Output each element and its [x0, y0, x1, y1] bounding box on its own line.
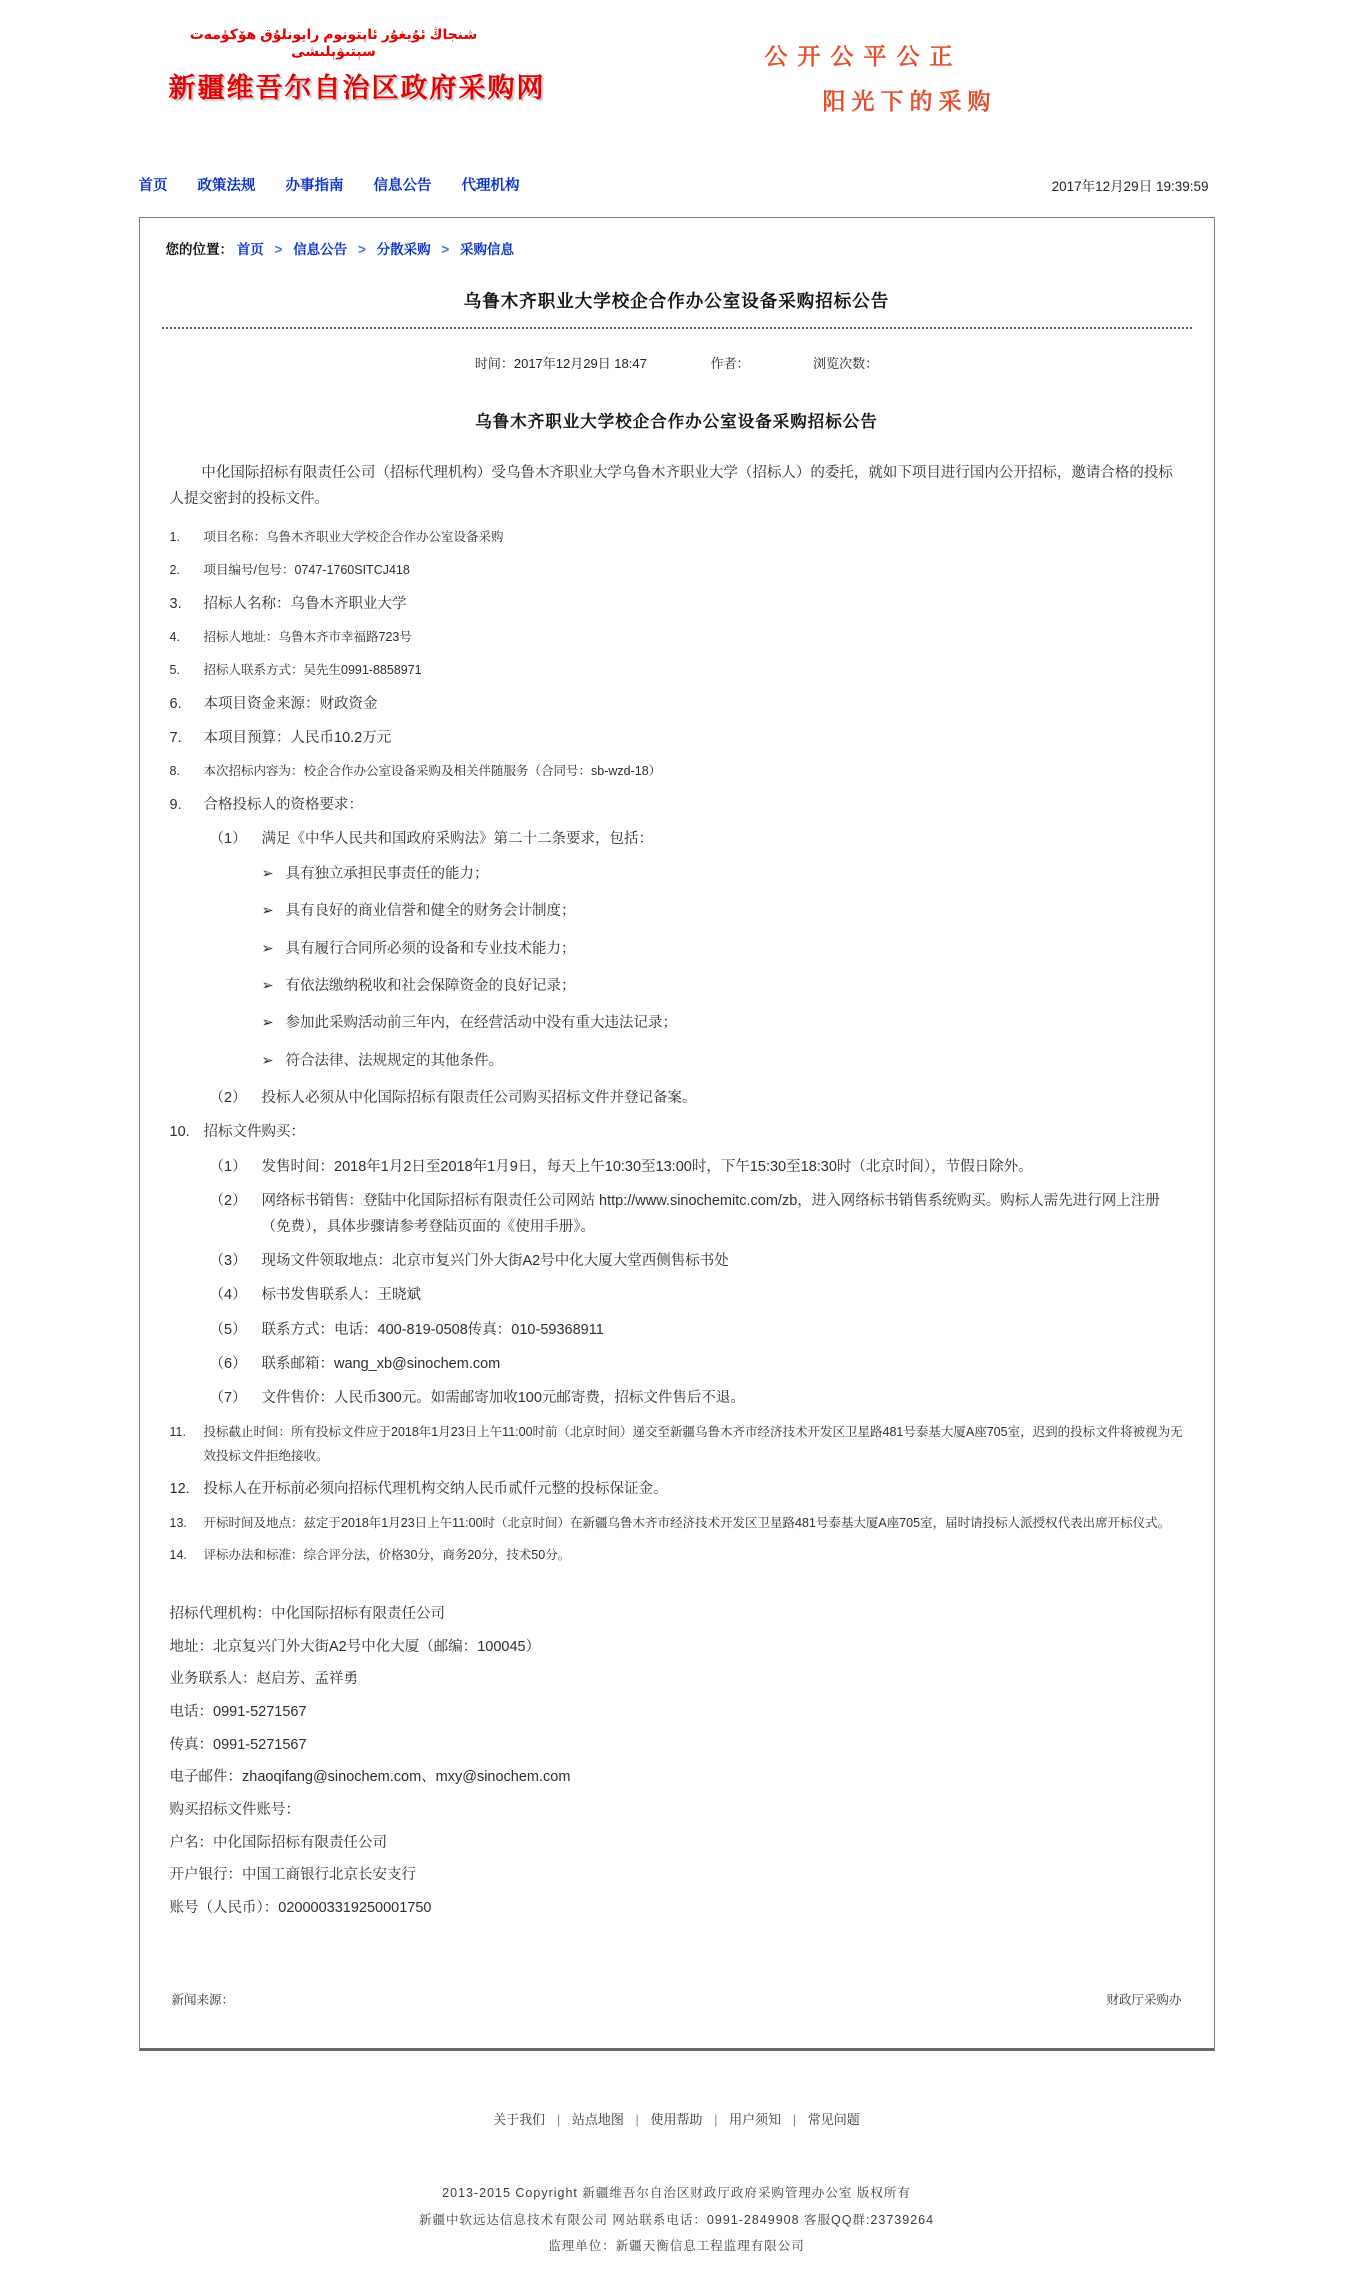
breadcrumb-separator: > — [441, 242, 450, 257]
agency-fax-line: 传真：0991-5271567 — [169, 1736, 307, 1753]
logo-uyghur-text: شنجاڭ ئۇيغۇر ئاپتونوم رايونلۇق ھۆكۈمەت سېتىۋېلىشى — [189, 26, 478, 59]
footer-link-about[interactable]: 关于我们 — [493, 2112, 546, 2128]
item-number: 7. — [169, 729, 182, 746]
list-item-10-3 — [210, 1249, 1184, 1274]
item-number: （2） — [209, 1090, 247, 1107]
logo-chinese-text: 新疆维吾尔自治区政府采购网 — [168, 73, 546, 103]
footer-link-help[interactable]: 使用帮助 — [650, 2112, 703, 2128]
bullet-item — [262, 974, 1184, 999]
item-text: 联系方式：电话：400-819-0508传真：010-59368911 — [261, 1321, 604, 1338]
list-item-9-2 — [210, 1086, 1184, 1111]
item-text: 本项目预算：人民币10.2万元 — [203, 729, 392, 746]
slogan-line-2: 阳光下的采购 — [822, 89, 997, 114]
header-slogan — [765, 38, 1065, 116]
footer-link-user-notice[interactable]: 用户须知 — [729, 2112, 782, 2128]
item-number: 6. — [169, 695, 182, 712]
nav-item-home[interactable]: 首页 — [138, 178, 168, 194]
item-number: 9. — [169, 797, 182, 814]
item-text: 招标人联系方式：吴先生0991-8858971 — [203, 662, 422, 677]
item-number: 12. — [169, 1481, 190, 1498]
content-box — [139, 217, 1215, 2051]
article-intro-paragraph: 中化国际招标有限责任公司（招标代理机构）受乌鲁木齐职业大学乌鲁木齐职业大学（招标人）的委托，就如下项目进行国内公开招标，邀请合格的投标人提交密封的投标文件。 — [169, 465, 1173, 508]
current-datetime: 2017年12月29日 19:39:59 — [1051, 178, 1209, 194]
news-source-label: 新闻来源： — [171, 1993, 235, 2008]
list-item-2 — [170, 559, 1184, 583]
breadcrumb-link-home[interactable]: 首页 — [236, 242, 264, 257]
item-number: （3） — [209, 1252, 247, 1269]
item-number: 11. — [169, 1424, 186, 1439]
page-title: 乌鲁木齐职业大学校企合作办公室设备采购招标公告 — [463, 291, 890, 311]
nav-item-announcements[interactable]: 信息公告 — [373, 178, 432, 194]
item-number: （1） — [209, 1158, 247, 1175]
list-item-1 — [170, 526, 1184, 550]
agency-contact-block — [166, 1598, 1188, 1924]
footer-link-sitemap[interactable]: 站点地图 — [571, 2112, 624, 2128]
arrow-bullet-icon: ➢ — [261, 1052, 274, 1069]
item-text: 招标人名称：乌鲁木齐职业大学 — [203, 595, 407, 612]
dotted-divider — [162, 327, 1192, 329]
list-item-14 — [170, 1544, 1184, 1568]
item-number: （1） — [209, 831, 247, 848]
list-item-13 — [170, 1512, 1184, 1536]
item-text: 参加此采购活动前三年内，在经营活动中没有重大违法记录； — [285, 1015, 677, 1032]
nav-item-guide[interactable]: 办事指南 — [285, 178, 344, 194]
item-text: 开标时间及地点：兹定于2018年1月23日上午11:00时（北京时间）在新疆乌鲁木齐市经济技术开发区卫星路481号泰基大厦A座705室，届时请投标人派授权代表出席开标仪式。 — [203, 1515, 1171, 1530]
item-number: 8. — [169, 764, 180, 779]
agency-address-line: 地址：北京复兴门外大街A2号中化大厦（邮编：100045） — [169, 1638, 541, 1655]
article-body-title: 乌鲁木齐职业大学校企合作办公室设备采购招标公告 — [475, 413, 878, 431]
item-text: 招标文件购买： — [203, 1124, 305, 1141]
item-text: 联系邮箱：wang_xb@sinochem.com — [261, 1356, 501, 1373]
item-number: 3. — [169, 595, 182, 612]
arrow-bullet-icon: ➢ — [261, 940, 274, 957]
bullet-item — [262, 1049, 1184, 1074]
footer-divider: | — [792, 2112, 797, 2128]
item-text: 招标人地址：乌鲁木齐市幸福路723号 — [203, 630, 412, 645]
arrow-bullet-icon: ➢ — [261, 903, 274, 920]
item-number: （5） — [209, 1321, 247, 1338]
item-text: 满足《中华人民共和国政府采购法》第二十二条要求，包括： — [261, 831, 653, 848]
item-text: 有依法缴纳税收和社会保障资金的良好记录； — [285, 977, 576, 994]
list-item-10-4 — [210, 1283, 1184, 1308]
item-text: 现场文件领取地点：北京市复兴门外大街A2号中化大厦大堂西侧售标书处 — [261, 1252, 729, 1269]
meta-author: 作者： — [710, 356, 750, 371]
list-item-9-1 — [210, 827, 1184, 852]
list-item-10-7 — [210, 1386, 1184, 1411]
bullet-item — [262, 862, 1184, 887]
agency-phone-line: 电话：0991-5271567 — [169, 1704, 307, 1721]
main-nav — [139, 174, 1215, 195]
footer-links — [139, 2109, 1215, 2128]
copyright-line-1: 2013-2015 Copyright 新疆维吾尔自治区财政厅政府采购管理办公室 版权所有 — [442, 2186, 911, 2201]
meta-views: 浏览次数： — [813, 356, 879, 371]
list-item-10 — [170, 1120, 1184, 1145]
item-text: 投标人在开标前必须向招标代理机构交纳人民币贰仟元整的投标保证金。 — [203, 1481, 668, 1498]
breadcrumb-link-decentralized[interactable]: 分散采购 — [376, 242, 431, 257]
item-number: 14. — [169, 1548, 187, 1563]
item-text: 标书发售联系人：王晓斌 — [261, 1287, 421, 1304]
breadcrumb-link-procurement-info[interactable]: 采购信息 — [460, 242, 515, 257]
list-item-3 — [170, 592, 1184, 617]
list-item-11 — [170, 1421, 1184, 1469]
item-text: 文件售价：人民币300元。如需邮寄加收100元邮寄费，招标文件售后不退。 — [261, 1390, 745, 1407]
list-item-8 — [170, 760, 1184, 784]
item-number: 2. — [169, 562, 180, 577]
list-item-10-6 — [210, 1352, 1184, 1377]
list-item-5 — [170, 659, 1184, 683]
agency-contacts-line: 业务联系人：赵启芳、孟祥勇 — [169, 1671, 358, 1688]
item-text: 项目名称：乌鲁木齐职业大学校企合作办公室设备采购 — [203, 530, 504, 545]
list-item-10-1 — [210, 1155, 1184, 1180]
list-item-10-5 — [210, 1318, 1184, 1343]
source-row — [166, 1990, 1188, 2034]
item-text: 本次招标内容为：校企合作办公室设备采购及相关伴随服务（合同号：sb-wzd-18） — [203, 764, 662, 779]
issuing-office: 财政厅采购办 — [1106, 1993, 1182, 2008]
copyright-line-3: 监理单位：新疆天衡信息工程监理有限公司 — [548, 2238, 805, 2253]
list-item-7 — [170, 726, 1184, 751]
item-text: 项目编号/包号：0747-1760SITCJ418 — [203, 562, 410, 577]
site-logo — [168, 26, 546, 105]
copyright-line-2: 新疆中软远达信息技术有限公司 网站联系电话：0991-2849908 客服QQ群:23739264 — [418, 2212, 935, 2227]
item-number: 1. — [169, 530, 180, 545]
meta-time: 时间：2017年12月29日 18:47 — [474, 356, 647, 371]
breadcrumb-label: 您的位置： — [165, 242, 233, 257]
breadcrumb-separator: > — [274, 242, 283, 257]
item-text: 合格投标人的资格要求： — [203, 797, 363, 814]
article-meta — [166, 353, 1188, 372]
item-text: 投标人必须从中化国际招标有限责任公司购买招标文件并登记备案。 — [261, 1090, 697, 1107]
item-number: 4. — [169, 630, 180, 645]
item-number: 5. — [169, 662, 180, 677]
list-item-9 — [170, 793, 1184, 818]
footer-divider: | — [635, 2112, 639, 2128]
item-text: 本项目资金来源：财政资金 — [203, 695, 378, 712]
bullet-item — [262, 1011, 1184, 1036]
breadcrumb-separator: > — [357, 242, 366, 257]
item-text: 发售时间：2018年1月2日至2018年1月9日，每天上午10:30至13:00时，下午15:30至18:30时（北京时间），节假日除外。 — [261, 1158, 1033, 1175]
item-number: （2） — [209, 1193, 247, 1210]
purchase-account-heading: 购买招标文件账号： — [169, 1801, 300, 1818]
item-text: 具有良好的商业信誉和健全的财务会计制度； — [285, 903, 576, 920]
slogan-line-1: 公开公平公正 — [764, 44, 963, 69]
account-holder-line: 户名：中化国际招标有限责任公司 — [169, 1834, 387, 1851]
nav-item-policies[interactable]: 政策法规 — [197, 178, 256, 194]
item-number: 13. — [169, 1515, 187, 1530]
list-item-12 — [170, 1477, 1184, 1502]
site-header — [139, 0, 1215, 160]
article-list — [166, 526, 1188, 1568]
item-number: （7） — [209, 1390, 247, 1407]
item-number: 10. — [169, 1124, 190, 1141]
item-number: （6） — [209, 1356, 247, 1373]
page-container — [139, 0, 1215, 2289]
item-text: 具有履行合同所必须的设备和专业技术能力； — [285, 940, 576, 957]
footer-divider: | — [714, 2112, 718, 2128]
item-text: 投标截止时间：所有投标文件应于2018年1月23日上午11:00时前（北京时间）递交至新疆乌鲁木齐市经济技术开发区卫星路481号泰基大厦A座705室，迟到的投标文件将被视为无效投标文件拒绝接收。 — [203, 1424, 1183, 1463]
bank-line: 开户银行：中国工商银行北京长安支行 — [169, 1867, 416, 1884]
item-number: （4） — [209, 1287, 247, 1304]
account-number-line: 账号（人民币）：0200003319250001750 — [169, 1899, 432, 1916]
footer-divider: | — [556, 2112, 561, 2128]
nav-item-agencies[interactable]: 代理机构 — [461, 178, 520, 194]
list-item-4 — [170, 626, 1184, 650]
item-text: 网络标书销售：登陆中化国际招标有限责任公司网站 http://www.sinochemitc.com/zb，进入网络标书销售系统购买。购标人需先进行网上注册（免费），具体步骤请参考登陆页面的《使用手册》。 — [261, 1193, 1160, 1235]
arrow-bullet-icon: ➢ — [261, 977, 274, 994]
breadcrumb — [166, 238, 1188, 258]
breadcrumb-link-announcements[interactable]: 信息公告 — [293, 242, 348, 257]
arrow-bullet-icon: ➢ — [261, 1015, 274, 1032]
item-text: 符合法律、法规规定的其他条件。 — [285, 1052, 503, 1069]
item-text: 具有独立承担民事责任的能力； — [285, 865, 489, 882]
agency-email-line: 电子邮件：zhaoqifang@sinochem.com、mxy@sinochem.com — [169, 1769, 571, 1786]
list-item-10-2 — [210, 1189, 1184, 1240]
list-item-6 — [170, 692, 1184, 717]
bullet-item — [262, 899, 1184, 924]
footer-link-faq[interactable]: 常见问题 — [807, 2112, 860, 2128]
arrow-bullet-icon: ➢ — [261, 865, 274, 882]
agency-name-line: 招标代理机构：中化国际招标有限责任公司 — [169, 1606, 445, 1623]
item-text: 评标办法和标准：综合评分法，价格30分，商务20分，技术50分。 — [203, 1548, 571, 1563]
footer-copyright — [139, 2180, 1215, 2289]
bullet-item — [262, 937, 1184, 962]
